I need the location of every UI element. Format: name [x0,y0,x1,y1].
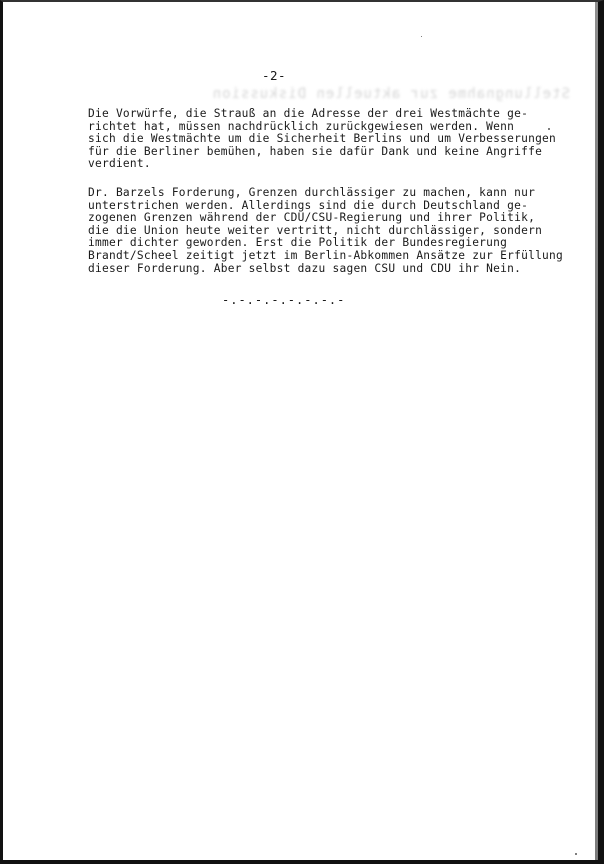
bleed-through-text: Stellungnahme zur aktuellen Diskussion [211,86,570,102]
scan-speck [575,853,577,855]
scan-speck [548,128,550,130]
text-line: dieser Forderung. Aber selbst dazu sagen CSU und CDU ihr Nein. [88,261,522,275]
text-line: zogenen Grenzen während der CDU/CSU-Regierung und ihrer Politik, [88,211,536,225]
text-line: Die Vorwürfe, die Strauß an die Adresse der drei Westmächte ge- [88,107,529,120]
scan-edge-shadow [595,0,598,864]
text-line: für die Berliner bemühen, haben sie dafür Dank und keine Angriffe [88,144,543,158]
page-number: -2- [262,68,287,83]
end-separator: -.-.-.-.-.-.-.- [222,293,346,307]
paragraph-grenzen [88,187,563,275]
paragraph-westmaechte [88,108,556,171]
text-line: unterstrichen werden. Allerdings sind die durch Deutschland ge- [88,198,529,212]
text-line: immer dichter geworden. Erst die Politik der Bundesregierung [88,236,508,250]
text-line: verdient. [88,157,151,171]
text-line: Dr. Barzels Forderung, Grenzen durchlässiger zu machen, kann nur [88,186,536,199]
text-line: richtet hat, müssen nachdrücklich zurückgewiesen werden. Wenn [88,119,515,133]
text-line: die die Union heute weiter vertritt, nicht durchlässiger, sondern [88,223,543,237]
text-line: Brandt/Scheel zeitigt jetzt im Berlin-Abkommen Ansätze zur Erfüllung [88,248,564,262]
scan-speck [421,36,422,37]
text-line: sich die Westmächte um die Sicherheit Berlins und um Verbesserungen [88,132,557,146]
